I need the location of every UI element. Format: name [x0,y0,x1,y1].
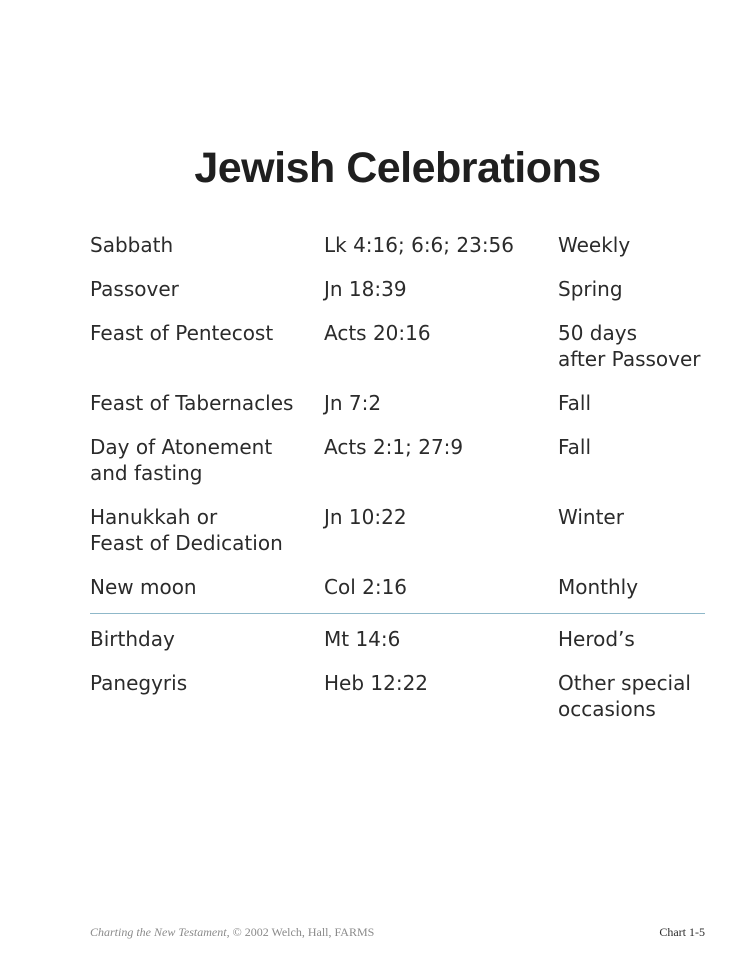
celebration-name: Hanukkah or Feast of Dedication [90,505,283,555]
scripture-reference: Lk 4:16; 6:6; 23:56 [324,233,515,257]
scripture-reference: Jn 18:39 [324,277,407,301]
celebration-timing: Other special occasions [558,671,691,721]
scripture-reference: Acts 2:1; 27:9 [324,435,464,459]
celebration-timing: 50 days after Passover [558,321,701,371]
section-divider [90,613,705,614]
table-row [90,390,705,416]
table-row [90,434,705,486]
table-row [90,320,705,372]
book-title: Charting the New Testament, [90,925,230,939]
table-row [90,626,705,652]
celebration-timing: Weekly [558,233,631,257]
table-row [90,504,705,556]
scripture-reference: Jn 7:2 [324,391,382,415]
table-row [90,574,705,600]
scripture-reference: Acts 20:16 [324,321,431,345]
celebration-name: Day of Atonement and fasting [90,435,273,485]
chart-label: Chart 1-5 [659,925,705,939]
footer-credit [90,925,374,940]
celebration-timing: Herod’s [558,627,635,651]
celebration-name: Sabbath [90,233,174,257]
celebration-name: Birthday [90,627,175,651]
celebration-name: Panegyris [90,671,188,695]
copyright-text: © 2002 Welch, Hall, FARMS [232,925,375,939]
scripture-reference: Mt 14:6 [324,627,401,651]
celebration-name: Passover [90,277,179,301]
celebration-name: New moon [90,575,197,599]
table-row [90,670,705,722]
scripture-reference: Jn 10:22 [324,505,407,529]
page-title: Jewish Celebrations [194,144,601,192]
celebration-timing: Fall [558,435,592,459]
celebration-name: Feast of Tabernacles [90,391,294,415]
table-row [90,232,705,258]
scripture-reference: Col 2:16 [324,575,408,599]
celebrations-table [90,232,705,722]
celebration-timing: Fall [558,391,592,415]
table-row [90,276,705,302]
scripture-reference: Heb 12:22 [324,671,429,695]
celebration-name: Feast of Pentecost [90,321,274,345]
celebration-timing: Winter [558,505,624,529]
celebration-timing: Monthly [558,575,639,599]
celebration-timing: Spring [558,277,623,301]
